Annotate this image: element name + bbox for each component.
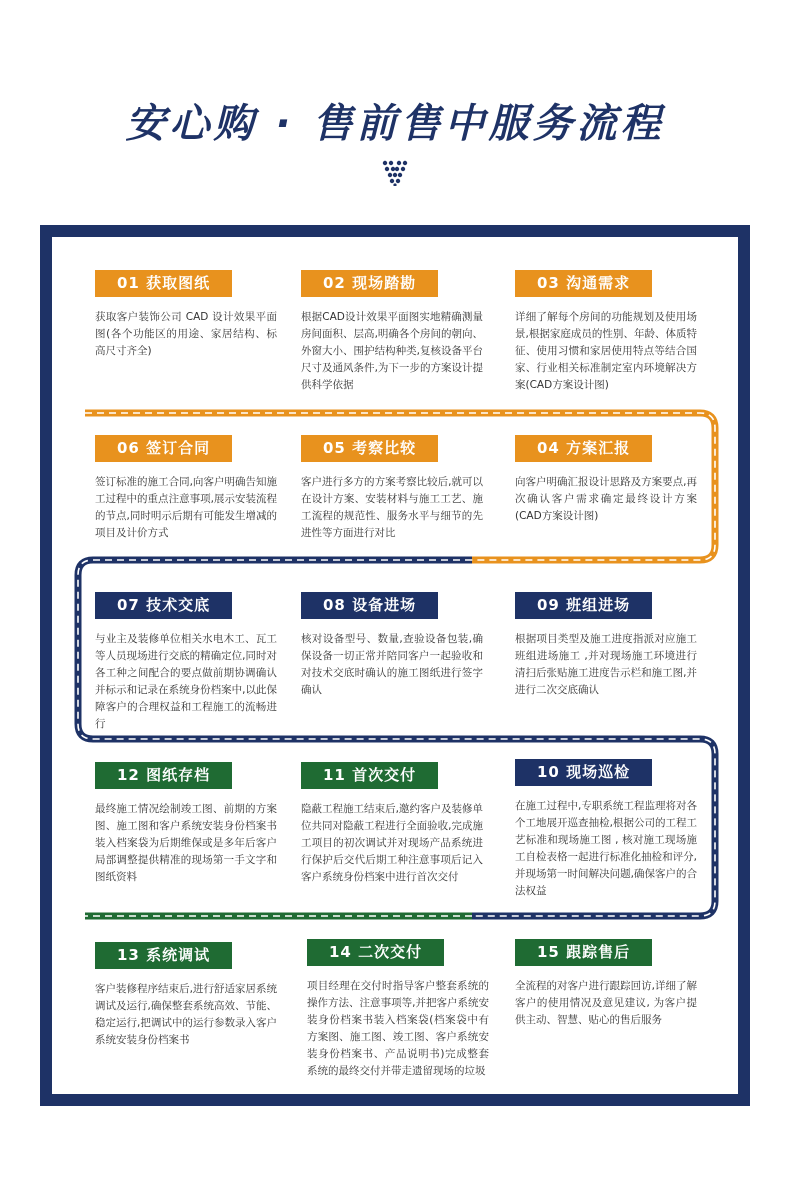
step-07 (95, 592, 305, 733)
brand-logo-icon (382, 160, 408, 186)
step-15 (515, 939, 725, 1029)
step-08-desc: 核对设备型号、数量,查验设备包装,确保设备一切正常并陪同客户一起验收和对技术交底时确认的施工图纸进行签字确认 (301, 633, 483, 696)
step-14-desc: 项目经理在交付时指导客户整套系统的操作方法、注意事项等,并把客户系统安装身份档案书装入档案袋(档案袋中有方案图、施工图、竣工图、客户系统安装身份档案书、产品说明书)完成整套系统的最终交付并带走遗留现场的垃圾 (307, 980, 489, 1077)
step-04 (515, 435, 725, 525)
step-11 (301, 762, 511, 886)
step-14 (307, 939, 517, 1080)
step-08 (301, 592, 511, 699)
step-02-label: 02 现场踏勘 (301, 270, 438, 297)
step-05-desc: 客户进行多方的方案考察比较后,就可以在设计方案、安装材料与施工工艺、施工流程的规范性、服务水平与细节的先进性等方面进行对比 (301, 476, 483, 539)
step-01-label: 01 获取图纸 (95, 270, 232, 297)
step-12-desc: 最终施工情况绘制竣工图、前期的方案图、施工图和客户系统安装身份档案书装入档案袋为后期维保或是多年后客户局部调整提供精准的现场第一手文字和图纸资料 (95, 803, 277, 883)
step-06-desc: 签订标准的施工合同,向客户明确告知施工过程中的重点注意事项,展示安装流程的节点,同时明示后期有可能发生增减的项目及计价方式 (95, 476, 277, 539)
step-02 (301, 270, 511, 394)
step-04-desc: 向客户明确汇报设计思路及方案要点,再次确认客户需求确定最终设计方案(CAD方案设计图) (515, 476, 697, 522)
step-15-desc: 全流程的对客户进行跟踪回访,详细了解客户的使用情况及意见建议, 为客户提供主动、智慧、贴心的售后服务 (515, 980, 697, 1026)
step-10-label: 10 现场巡检 (515, 759, 652, 786)
step-13 (95, 942, 305, 1049)
page-title: 安心购 · 售前售中服务流程 (125, 101, 665, 147)
step-03-desc: 详细了解每个房间的功能规划及使用场景,根据家庭成员的性别、年龄、体质特征、使用习惯和家居使用特点等结合国家、行业相关标准制定室内环境解决方案(CAD方案设计图) (515, 311, 697, 391)
step-03 (515, 270, 725, 394)
step-13-label: 13 系统调试 (95, 942, 232, 969)
step-08-label: 08 设备进场 (301, 592, 438, 619)
step-05 (301, 435, 511, 542)
step-06-label: 06 签订合同 (95, 435, 232, 462)
step-01 (95, 270, 305, 360)
step-10-desc: 在施工过程中,专职系统工程监理将对各个工地展开巡查抽检,根据公司的工程工艺标准和现场施工图 , 核对施工现场施工自检表格一起进行标准化抽检和评分,并现场第一时间解决问题,确保客户的合法权益 (515, 800, 697, 897)
step-10 (515, 759, 725, 900)
step-09 (515, 592, 725, 699)
step-15-label: 15 跟踪售后 (515, 939, 652, 966)
step-07-desc: 与业主及装修单位相关水电木工、瓦工等人员现场进行交底的精确定位,同时对各工种之间配合的要点做前期协调确认并标示和记录在系统身份档案中,以此保障客户的合理权益和工程施工的流畅进行 (95, 633, 277, 730)
step-09-label: 09 班组进场 (515, 592, 652, 619)
step-11-desc: 隐蔽工程施工结束后,邀约客户及装修单位共同对隐蔽工程进行全面验收,完成施工项目的初次调试并对现场产品系统进行保护后交代后期工种注意事项后记入客户系统身份档案中进行首次交付 (301, 803, 483, 883)
step-07-label: 07 技术交底 (95, 592, 232, 619)
step-04-label: 04 方案汇报 (515, 435, 652, 462)
step-12 (95, 762, 305, 886)
step-02-desc: 根据CAD设计效果平面图实地精确测量房间面积、层高,明确各个房间的朝向、外窗大小、围护结构种类,复核设备平台尺寸及通风条件,为下一步的方案设计提供科学依据 (301, 311, 483, 391)
step-12-label: 12 图纸存档 (95, 762, 232, 789)
step-03-label: 03 沟通需求 (515, 270, 652, 297)
step-06 (95, 435, 305, 542)
step-11-label: 11 首次交付 (301, 762, 438, 789)
step-14-label: 14 二次交付 (307, 939, 444, 966)
step-09-desc: 根据项目类型及施工进度指派对应施工班组进场施工 ,并对现场施工环境进行清扫后张贴施工进度告示栏和施工图,并进行二次交底确认 (515, 633, 697, 696)
step-13-desc: 客户装修程序结束后,进行舒适家居系统调试及运行,确保整套系统高效、节能、稳定运行,把调试中的运行参数录入客户系统安装身份档案书 (95, 983, 277, 1046)
step-05-label: 05 考察比较 (301, 435, 438, 462)
step-01-desc: 获取客户装饰公司 CAD 设计效果平面图(各个功能区的用途、家居结构、标高尺寸齐全) (95, 311, 277, 357)
